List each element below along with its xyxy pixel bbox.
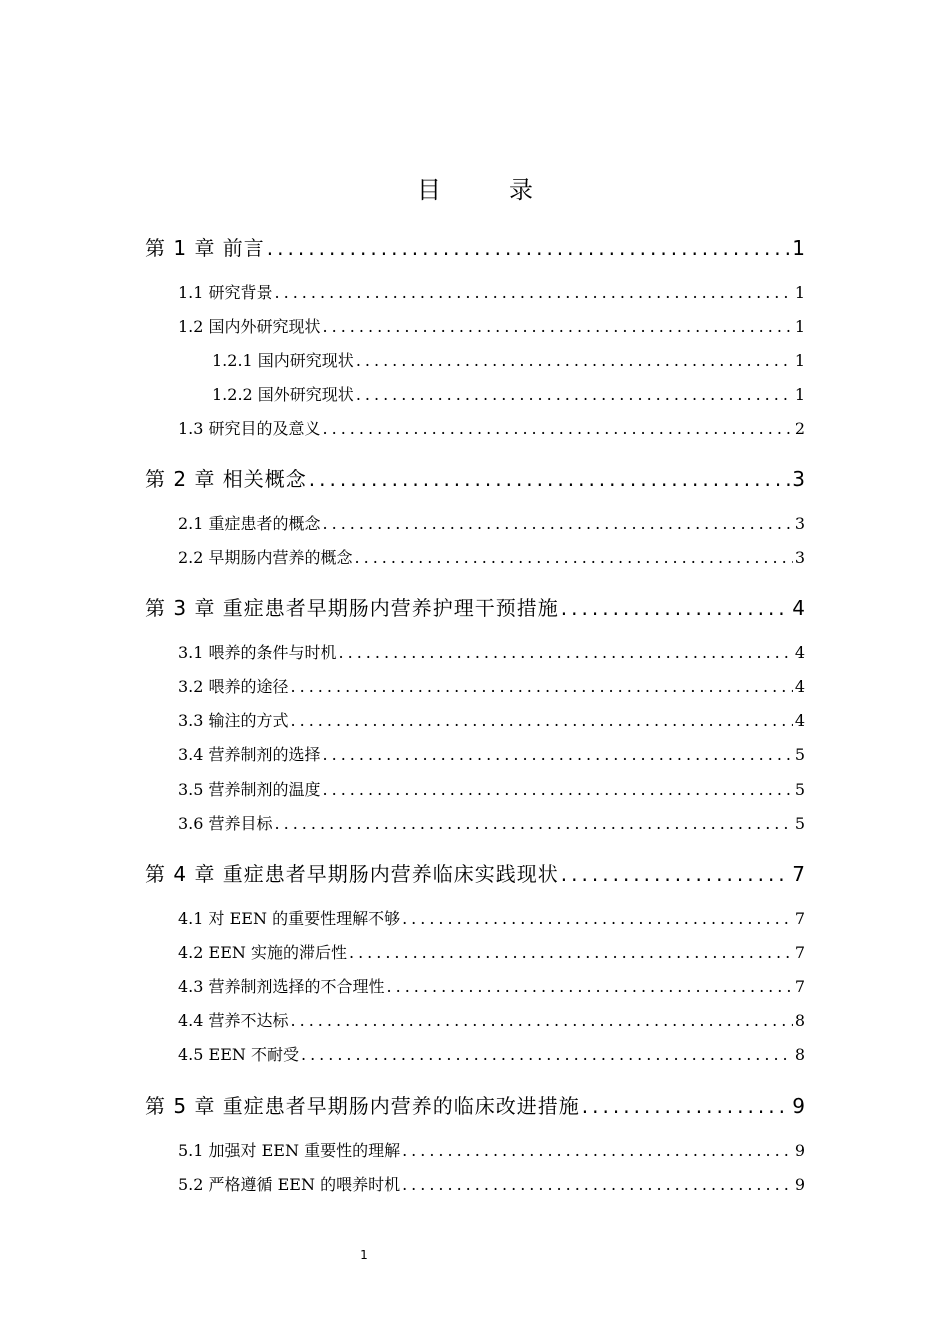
toc-entry-page-number: 5	[794, 814, 805, 833]
toc-dot-leader	[275, 814, 793, 833]
toc-dot-leader	[356, 385, 793, 404]
toc-dot-leader	[402, 1141, 793, 1160]
toc-entry-label: 4.5 EEN 不耐受	[178, 1045, 299, 1064]
toc-dot-leader	[275, 283, 793, 302]
toc-dot-leader	[323, 419, 793, 438]
toc-chapter-entry[interactable]	[145, 592, 805, 622]
toc-entry-label: 第 1 章 前言	[145, 236, 265, 260]
toc-section-entry[interactable]	[178, 1042, 805, 1066]
toc-entry-label: 4.1 对 EEN 的重要性理解不够	[178, 909, 401, 928]
toc-entry-page-number: 4	[794, 711, 805, 730]
toc-section-entry[interactable]	[178, 1172, 805, 1196]
toc-entry-page-number: 9	[792, 1094, 805, 1118]
toc-entry-page-number: 7	[792, 862, 805, 886]
toc-entry-label: 5.1 加强对 EEN 重要性的理解	[178, 1141, 401, 1160]
toc-entry-label: 1.2.2 国外研究现状	[212, 385, 354, 404]
toc-entry-label: 1.2 国内外研究现状	[178, 317, 321, 336]
toc-entry-page-number: 5	[794, 745, 805, 764]
toc-entry-page-number: 5	[794, 780, 805, 799]
toc-section-entry[interactable]	[178, 674, 805, 698]
toc-dot-leader	[356, 351, 793, 370]
toc-section-entry[interactable]	[178, 314, 805, 338]
toc-entry-label: 第 3 章 重症患者早期肠内营养护理干预措施	[145, 596, 559, 620]
toc-entry-label: 4.3 营养制剂选择的不合理性	[178, 977, 385, 996]
toc-entry-label: 第 4 章 重症患者早期肠内营养临床实践现状	[145, 862, 559, 886]
toc-section-entry[interactable]	[178, 545, 805, 569]
toc-entry-page-number: 2	[794, 419, 805, 438]
toc-section-entry[interactable]	[178, 742, 805, 766]
toc-entry-label: 2.1 重症患者的概念	[178, 514, 321, 533]
toc-entry-page-number: 1	[794, 283, 805, 302]
toc-entry-label: 1.2.1 国内研究现状	[212, 351, 354, 370]
toc-entry-label: 2.2 早期肠内营养的概念	[178, 548, 353, 567]
toc-entry-page-number: 4	[792, 596, 805, 620]
toc-dot-leader	[387, 977, 793, 996]
toc-entry-label: 3.6 营养目标	[178, 814, 273, 833]
toc-entry-page-number: 7	[794, 943, 805, 962]
toc-section-entry[interactable]	[178, 1138, 805, 1162]
toc-dot-leader	[561, 862, 790, 886]
toc-dot-leader	[339, 643, 793, 662]
toc-entry-page-number: 9	[794, 1175, 805, 1194]
toc-entry-page-number: 1	[794, 385, 805, 404]
toc-dot-leader	[561, 596, 790, 620]
toc-entry-label: 3.1 喂养的条件与时机	[178, 643, 337, 662]
toc-entry-label: 3.5 营养制剂的温度	[178, 780, 321, 799]
toc-section-entry[interactable]	[178, 640, 805, 664]
toc-entry-label: 4.2 EEN 实施的滞后性	[178, 943, 347, 962]
toc-dot-leader	[291, 711, 793, 730]
toc-dot-leader	[309, 467, 790, 491]
toc-entry-page-number: 8	[794, 1045, 805, 1064]
toc-entry-label: 5.2 严格遵循 EEN 的喂养时机	[178, 1175, 401, 1194]
toc-chapter-entry[interactable]	[145, 1090, 805, 1120]
toc-entry-label: 3.4 营养制剂的选择	[178, 745, 321, 764]
toc-dot-leader	[291, 677, 793, 696]
toc-section-entry[interactable]	[178, 511, 805, 535]
toc-dot-leader	[267, 236, 790, 260]
toc-entry-page-number: 3	[794, 548, 805, 567]
toc-entry-label: 第 2 章 相关概念	[145, 467, 307, 491]
toc-subsection-entry[interactable]	[212, 348, 805, 372]
toc-dot-leader	[291, 1011, 793, 1030]
toc-entry-page-number: 8	[794, 1011, 805, 1030]
toc-dot-leader	[349, 943, 793, 962]
toc-subsection-entry[interactable]	[212, 382, 805, 406]
toc-dot-leader	[355, 548, 793, 567]
toc-entry-page-number: 1	[794, 317, 805, 336]
toc-entry-label: 3.2 喂养的途径	[178, 677, 289, 696]
toc-section-entry[interactable]	[178, 280, 805, 304]
toc-dot-leader	[582, 1094, 790, 1118]
toc-entry-label: 1.3 研究目的及意义	[178, 419, 321, 438]
toc-entry-page-number: 9	[794, 1141, 805, 1160]
toc-entry-page-number: 3	[792, 467, 805, 491]
toc-section-entry[interactable]	[178, 811, 805, 835]
page-number: 1	[360, 1248, 368, 1262]
toc-section-entry[interactable]	[178, 906, 805, 930]
toc-section-entry[interactable]	[178, 708, 805, 732]
toc-section-entry[interactable]	[178, 940, 805, 964]
toc-entry-page-number: 1	[792, 236, 805, 260]
toc-dot-leader	[301, 1045, 793, 1064]
toc-entry-page-number: 4	[794, 643, 805, 662]
toc-chapter-entry[interactable]	[145, 858, 805, 888]
toc-dot-leader	[323, 514, 793, 533]
toc-chapter-entry[interactable]	[145, 463, 805, 493]
toc-entry-page-number: 7	[794, 909, 805, 928]
toc-section-entry[interactable]	[178, 1008, 805, 1032]
toc-entry-page-number: 7	[794, 977, 805, 996]
toc-entry-page-number: 1	[794, 351, 805, 370]
toc-dot-leader	[402, 1175, 793, 1194]
toc-chapter-entry[interactable]	[145, 232, 805, 262]
toc-entry-label: 第 5 章 重症患者早期肠内营养的临床改进措施	[145, 1094, 580, 1118]
toc-dot-leader	[323, 780, 793, 799]
toc-dot-leader	[402, 909, 793, 928]
toc-entry-label: 3.3 输注的方式	[178, 711, 289, 730]
toc-title: 目 录	[417, 176, 555, 204]
toc-entry-label: 4.4 营养不达标	[178, 1011, 289, 1030]
toc-section-entry[interactable]	[178, 974, 805, 998]
toc-dot-leader	[323, 745, 793, 764]
toc-section-entry[interactable]	[178, 777, 805, 801]
toc-entry-page-number: 4	[794, 677, 805, 696]
toc-entry-label: 1.1 研究背景	[178, 283, 273, 302]
toc-section-entry[interactable]	[178, 416, 805, 440]
toc-entry-page-number: 3	[794, 514, 805, 533]
toc-dot-leader	[323, 317, 793, 336]
